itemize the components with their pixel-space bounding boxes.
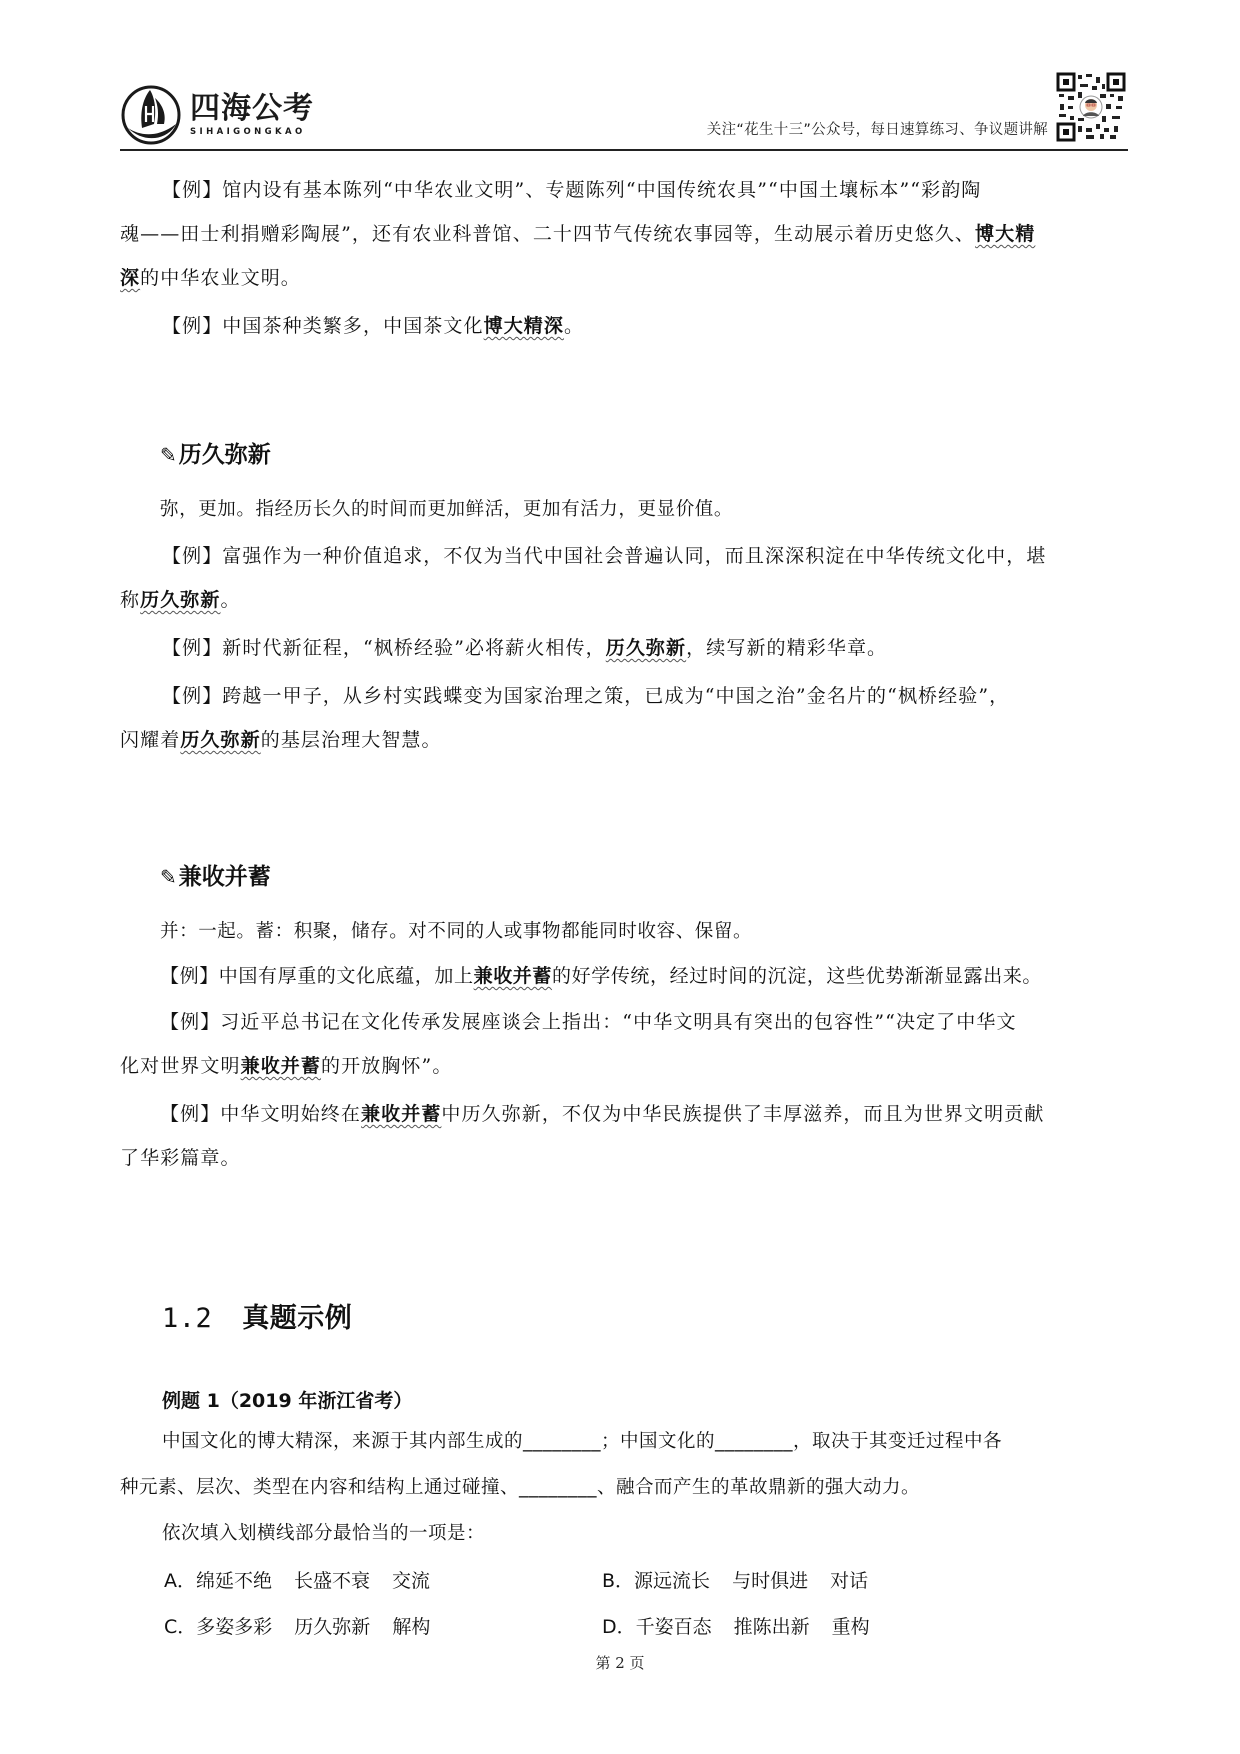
- header-divider: [120, 149, 1128, 151]
- sailboat-logo-icon: [120, 84, 182, 146]
- example-paragraph: 【例】跨越一甲子，从乡村实践蝶变为国家治理之策，已成为“中国之治”金名片的“枫桥经验”，: [162, 685, 1010, 707]
- keyword-highlight: 兼收并蓄: [361, 1103, 442, 1125]
- page-number: 第 2 页: [595, 1654, 645, 1672]
- keyword-highlight: 深: [120, 267, 141, 289]
- page-header: [120, 62, 1128, 148]
- question-stem-line: 种元素、层次、类型在内容和结构上通过碰撞、________、融合而产生的革故鼎新的强大动力。: [120, 1477, 921, 1498]
- option-b[interactable]: B．源远流长 与时俱进 对话: [602, 1570, 869, 1592]
- question-prompt: 依次填入划横线部分最恰当的一项是：: [162, 1523, 486, 1544]
- example-paragraph: 【例】习近平总书记在文化传承发展座谈会上指出：“中华文明具有突出的包容性”“决定了中华文: [160, 1011, 1017, 1033]
- term-heading: ✎兼收并蓄: [160, 864, 271, 890]
- example-paragraph: 【例】馆内设有基本陈列“中华农业文明”、专题陈列“中国传统农具”“中国土壤标本”“彩韵陶: [162, 179, 982, 201]
- example-paragraph-line: 深的中华农业文明。: [120, 267, 301, 289]
- pencil-icon: ✎: [160, 865, 177, 889]
- example-paragraph: 【例】中华文明始终在兼收并蓄中历久弥新，不仅为中华民族提供了丰厚滋养，而且为世界文明贡献: [160, 1103, 1045, 1125]
- example-paragraph: 【例】新时代新征程，“枫桥经验”必将薪火相传，历久弥新，续写新的精彩华章。: [162, 637, 888, 659]
- example-paragraph-line: 称历久弥新。: [120, 589, 241, 611]
- section-number: 1.2: [162, 1303, 213, 1334]
- question-title: 例题 1（2019 年浙江省考）: [162, 1390, 413, 1412]
- keyword-highlight: 兼收并蓄: [473, 965, 553, 987]
- keyword-highlight: 兼收并蓄: [240, 1055, 322, 1077]
- option-d[interactable]: D．千姿百态 推陈出新 重构: [602, 1616, 870, 1638]
- example-paragraph-line: 魂——田士利捐赠彩陶展”，还有农业科普馆、二十四节气传统农事园等，生动展示着历史悠久、博大精: [120, 223, 1036, 245]
- brand-name-en: SIHAIGONGKAO: [190, 127, 306, 137]
- keyword-highlight: 历久弥新: [605, 637, 687, 659]
- pencil-icon: ✎: [160, 443, 177, 467]
- example-paragraph-line: 化对世界文明兼收并蓄的开放胸怀”。: [120, 1055, 453, 1077]
- example-paragraph: 【例】中国茶种类繁多，中国茶文化博大精深。: [162, 315, 585, 337]
- example-paragraph-line: 了华彩篇章。: [120, 1147, 241, 1169]
- keyword-highlight: 历久弥新: [140, 589, 221, 611]
- term-definition: 并：一起。蓄：积聚，储存。对不同的人或事物都能同时收容、保留。: [160, 921, 753, 942]
- example-paragraph-line: 闪耀着历久弥新的基层治理大智慧。: [120, 729, 442, 751]
- question-stem: 中国文化的博大精深，来源于其内部生成的________；中国文化的________，取决于其变迁过程中各: [162, 1431, 1003, 1452]
- section-title: 真题示例: [242, 1303, 353, 1334]
- brand-name-cn: 四海公考: [190, 91, 314, 126]
- keyword-highlight: 博大精: [975, 223, 1036, 245]
- keyword-highlight: 博大精深: [483, 315, 565, 337]
- section-heading: [162, 1296, 352, 1335]
- option-a[interactable]: A．绵延不绝 长盛不衰 交流: [164, 1570, 431, 1592]
- example-paragraph: 【例】富强作为一种价值追求，不仅为当代中国社会普遍认同，而且深深积淀在中华传统文化中，堪: [162, 545, 1047, 567]
- example-paragraph: 【例】中国有厚重的文化底蕴，加上兼收并蓄的好学传统，经过时间的沉淀，这些优势渐渐显露出来。: [160, 965, 1043, 987]
- term-heading: ✎历久弥新: [160, 442, 271, 468]
- option-c[interactable]: C．多姿多彩 历久弥新 解构: [164, 1616, 431, 1638]
- qr-code-icon: [1056, 72, 1126, 142]
- header-slogan: 关注“花生十三”公众号，每日速算练习、争议题讲解: [706, 122, 1048, 138]
- term-definition: 弥，更加。指经历长久的时间而更加鲜活，更加有活力，更显价值。: [160, 499, 734, 520]
- keyword-highlight: 历久弥新: [180, 729, 261, 751]
- brand-logo: [120, 84, 314, 146]
